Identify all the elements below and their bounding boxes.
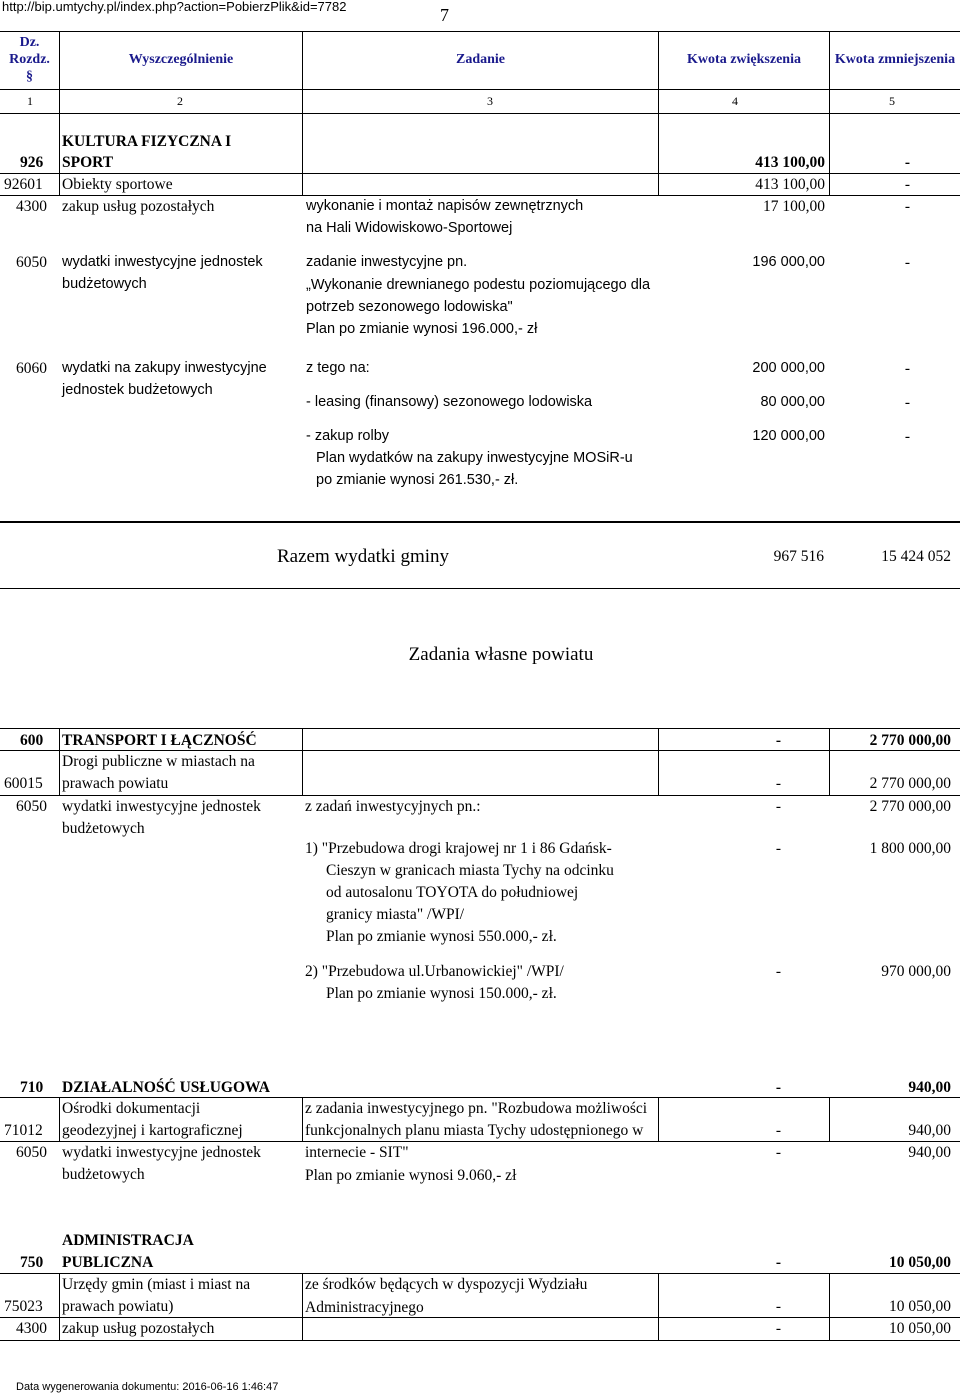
task-text: zadanie inwestycyjne pn. bbox=[306, 254, 468, 270]
row-name: wydatki inwestycyjne jednostek bbox=[62, 798, 261, 815]
header-dz: Dz. Rozdz. § bbox=[9, 35, 50, 84]
row-code: 71012 bbox=[4, 1122, 43, 1139]
task-text: internecie - SIT" bbox=[305, 1144, 409, 1161]
row-name: budżetowych bbox=[62, 1166, 145, 1183]
row-rule bbox=[0, 728, 960, 729]
row-code: 4300 bbox=[16, 198, 47, 215]
task-text: potrzeb sezonowego lodowiska" bbox=[306, 299, 513, 315]
amount-decrease: 10 050,00 bbox=[889, 1320, 951, 1337]
generated-date: Data wygenerowania dokumentu: 2016-06-16 1:46:47 bbox=[16, 1381, 279, 1393]
row-name: TRANSPORT I ŁĄCZNOŚĆ bbox=[62, 732, 257, 749]
col-rule bbox=[302, 1273, 303, 1340]
task-text: ze środków będących w dyspozycji Wydziału bbox=[305, 1276, 588, 1293]
task-text: po zmianie wynosi 261.530,- zł. bbox=[316, 472, 519, 488]
row-code: 6050 bbox=[16, 798, 47, 815]
source-url: http://bip.umtychy.pl/index.php?action=PobierzPlik&id=7782 bbox=[2, 0, 347, 14]
row-code: 92601 bbox=[4, 176, 43, 193]
amount-decrease: 2 770 000,00 bbox=[869, 732, 951, 749]
amount-increase: - bbox=[775, 798, 781, 815]
row-code: 6050 bbox=[16, 1144, 47, 1161]
totals-rule-bottom bbox=[0, 588, 960, 589]
amount-decrease: - bbox=[904, 176, 910, 193]
amount-decrease: 10 050,00 bbox=[889, 1298, 951, 1315]
amount-increase: 413 100,00 bbox=[755, 176, 825, 193]
col-rule bbox=[302, 1097, 303, 1141]
header-specification: Wyszczególnienie bbox=[128, 52, 234, 67]
row-code: 710 bbox=[20, 1079, 44, 1096]
page-number: 7 bbox=[440, 5, 449, 25]
col-number: 2 bbox=[177, 94, 183, 108]
row-name: SPORT bbox=[62, 154, 114, 171]
row-name: wydatki na zakupy inwestycyjne bbox=[62, 360, 267, 376]
amount-decrease: 10 050,00 bbox=[889, 1254, 951, 1271]
row-rule bbox=[0, 1141, 960, 1142]
amount-increase: 200 000,00 bbox=[752, 360, 825, 376]
task-text: „Wykonanie drewnianego podestu poziomującego dla bbox=[306, 277, 651, 293]
amount-increase: - bbox=[775, 775, 781, 792]
amount-increase: 80 000,00 bbox=[760, 394, 825, 410]
task-text: granicy miasta" /WPI/ bbox=[326, 906, 465, 923]
row-code: 600 bbox=[20, 732, 44, 749]
amount-increase: 413 100,00 bbox=[755, 154, 825, 171]
row-name: PUBLICZNA bbox=[62, 1254, 154, 1271]
row-name: KULTURA FIZYCZNA I bbox=[62, 133, 232, 150]
amount-increase: - bbox=[775, 1298, 781, 1315]
amount-increase: - bbox=[775, 1079, 781, 1096]
task-text: Plan po zmianie wynosi 150.000,- zł. bbox=[326, 985, 557, 1002]
amount-increase: - bbox=[775, 1144, 781, 1161]
amount-decrease: 970 000,00 bbox=[881, 963, 951, 980]
row-name: budżetowych bbox=[62, 820, 145, 837]
row-rule bbox=[0, 1273, 960, 1274]
amount-increase: - bbox=[775, 732, 781, 749]
amount-decrease: - bbox=[904, 428, 910, 445]
row-rule bbox=[0, 1340, 960, 1341]
task-text: Plan po zmianie wynosi 550.000,- zł. bbox=[326, 928, 557, 945]
task-text: Plan po zmianie wynosi 9.060,- zł bbox=[305, 1167, 517, 1184]
amount-decrease: - bbox=[904, 198, 910, 215]
task-text: - zakup rolby bbox=[306, 428, 390, 444]
row-rule bbox=[0, 173, 960, 174]
header-top-rule bbox=[0, 31, 960, 32]
header-sep bbox=[829, 31, 830, 113]
task-text: na Hali Widowiskowo-Sportowej bbox=[306, 220, 513, 236]
row-name: zakup usług pozostałych bbox=[62, 198, 215, 215]
totals-label: Razem wydatki gminy bbox=[277, 546, 450, 567]
amount-increase: - bbox=[775, 963, 781, 980]
row-code: 75023 bbox=[4, 1298, 43, 1315]
amount-decrease: - bbox=[904, 154, 910, 171]
col-number: 5 bbox=[889, 94, 895, 108]
amount-increase: 120 000,00 bbox=[752, 428, 825, 444]
header-increase: Kwota zwiększenia bbox=[687, 52, 801, 67]
col-rule bbox=[59, 728, 60, 795]
amount-increase: 17 100,00 bbox=[763, 198, 825, 215]
row-code: 6050 bbox=[16, 254, 47, 271]
amount-decrease: 1 800 000,00 bbox=[869, 840, 951, 857]
row-name: jednostek budżetowych bbox=[62, 382, 213, 398]
amount-increase: - bbox=[775, 1122, 781, 1139]
task-text: z zadania inwestycyjnego pn. "Rozbudowa możliwości bbox=[305, 1100, 648, 1117]
col-rule bbox=[59, 1097, 60, 1141]
amount-decrease: 2 770 000,00 bbox=[869, 798, 951, 815]
row-code: 6060 bbox=[16, 360, 47, 377]
row-rule bbox=[0, 1097, 960, 1098]
row-name: Obiekty sportowe bbox=[62, 176, 173, 193]
totals-rule-top bbox=[0, 521, 960, 523]
row-name: wydatki inwestycyjne jednostek bbox=[62, 254, 263, 270]
row-code: 926 bbox=[20, 154, 44, 171]
task-text: 2) "Przebudowa ul.Urbanowickiej" /WPI/ bbox=[305, 963, 564, 980]
amount-decrease: 940,00 bbox=[908, 1079, 951, 1096]
row-rule bbox=[0, 750, 960, 751]
header-sep bbox=[59, 31, 60, 113]
amount-decrease: 2 770 000,00 bbox=[869, 775, 951, 792]
header-bottom-rule bbox=[0, 113, 960, 114]
amount-decrease: - bbox=[904, 394, 910, 411]
row-name: Urzędy gmin (miast i miast na bbox=[62, 1276, 251, 1293]
header-decrease: Kwota zmniejszenia bbox=[834, 52, 956, 67]
row-name: Ośrodki dokumentacji bbox=[62, 1100, 201, 1117]
amount-decrease: - bbox=[904, 360, 910, 377]
row-name: geodezyjnej i kartograficznej bbox=[62, 1122, 243, 1139]
row-name: DZIAŁALNOŚĆ USŁUGOWA bbox=[62, 1079, 271, 1096]
task-text: Cieszyn w granicach miasta Tychy na odcinku bbox=[326, 862, 614, 879]
row-rule bbox=[0, 1317, 960, 1318]
totals-increase: 967 516 bbox=[773, 548, 824, 565]
amount-decrease: - bbox=[904, 254, 910, 271]
totals-decrease: 15 424 052 bbox=[881, 548, 951, 565]
task-text: Administracyjnego bbox=[305, 1299, 424, 1316]
amount-decrease: 940,00 bbox=[908, 1122, 951, 1139]
row-name: budżetowych bbox=[62, 276, 147, 292]
col-rule bbox=[59, 113, 60, 195]
row-name: prawach powiatu) bbox=[62, 1298, 174, 1315]
section-title: Zadania własne powiatu bbox=[408, 644, 594, 665]
task-text: Plan po zmianie wynosi 196.000,- zł bbox=[306, 321, 538, 337]
col-number: 4 bbox=[732, 94, 738, 108]
task-text: z zadań inwestycyjnych pn.: bbox=[305, 798, 481, 815]
row-rule bbox=[0, 195, 960, 196]
amount-increase: - bbox=[775, 1320, 781, 1337]
row-code: 4300 bbox=[16, 1320, 47, 1337]
col-number: 3 bbox=[487, 94, 493, 108]
row-name: Drogi publiczne w miastach na bbox=[62, 753, 255, 770]
task-text: funkcjonalnych planu miasta Tychy udostępnionego w bbox=[305, 1122, 644, 1139]
col-rule bbox=[302, 113, 303, 195]
row-name: wydatki inwestycyjne jednostek bbox=[62, 1144, 261, 1161]
header-mid-rule bbox=[0, 89, 960, 90]
col-number: 1 bbox=[27, 94, 33, 108]
amount-increase: - bbox=[775, 1254, 781, 1271]
header-sep bbox=[658, 31, 659, 113]
task-text: od autosalonu TOYOTA do południowej bbox=[326, 884, 579, 901]
row-code: 750 bbox=[20, 1254, 44, 1271]
row-name: zakup usług pozostałych bbox=[62, 1320, 215, 1337]
amount-increase: - bbox=[775, 840, 781, 857]
row-rule bbox=[0, 795, 960, 796]
row-name: prawach powiatu bbox=[62, 775, 169, 792]
header-task: Zadanie bbox=[455, 52, 505, 67]
task-text: z tego na: bbox=[306, 360, 370, 376]
task-text: wykonanie i montaż napisów zewnętrznych bbox=[306, 198, 584, 214]
amount-decrease: 940,00 bbox=[908, 1144, 951, 1161]
amount-increase: 196 000,00 bbox=[752, 254, 825, 270]
col-rule bbox=[302, 728, 303, 795]
task-text: Plan wydatków na zakupy inwestycyjne MOSiR-u bbox=[316, 450, 633, 466]
task-text: 1) "Przebudowa drogi krajowej nr 1 i 86 Gdańsk- bbox=[305, 840, 612, 857]
row-code: 60015 bbox=[4, 775, 43, 792]
col-rule bbox=[59, 1273, 60, 1340]
row-name: ADMINISTRACJA bbox=[62, 1232, 194, 1249]
task-text: - leasing (finansowy) sezonowego lodowiska bbox=[306, 394, 593, 410]
header-sep bbox=[302, 31, 303, 113]
